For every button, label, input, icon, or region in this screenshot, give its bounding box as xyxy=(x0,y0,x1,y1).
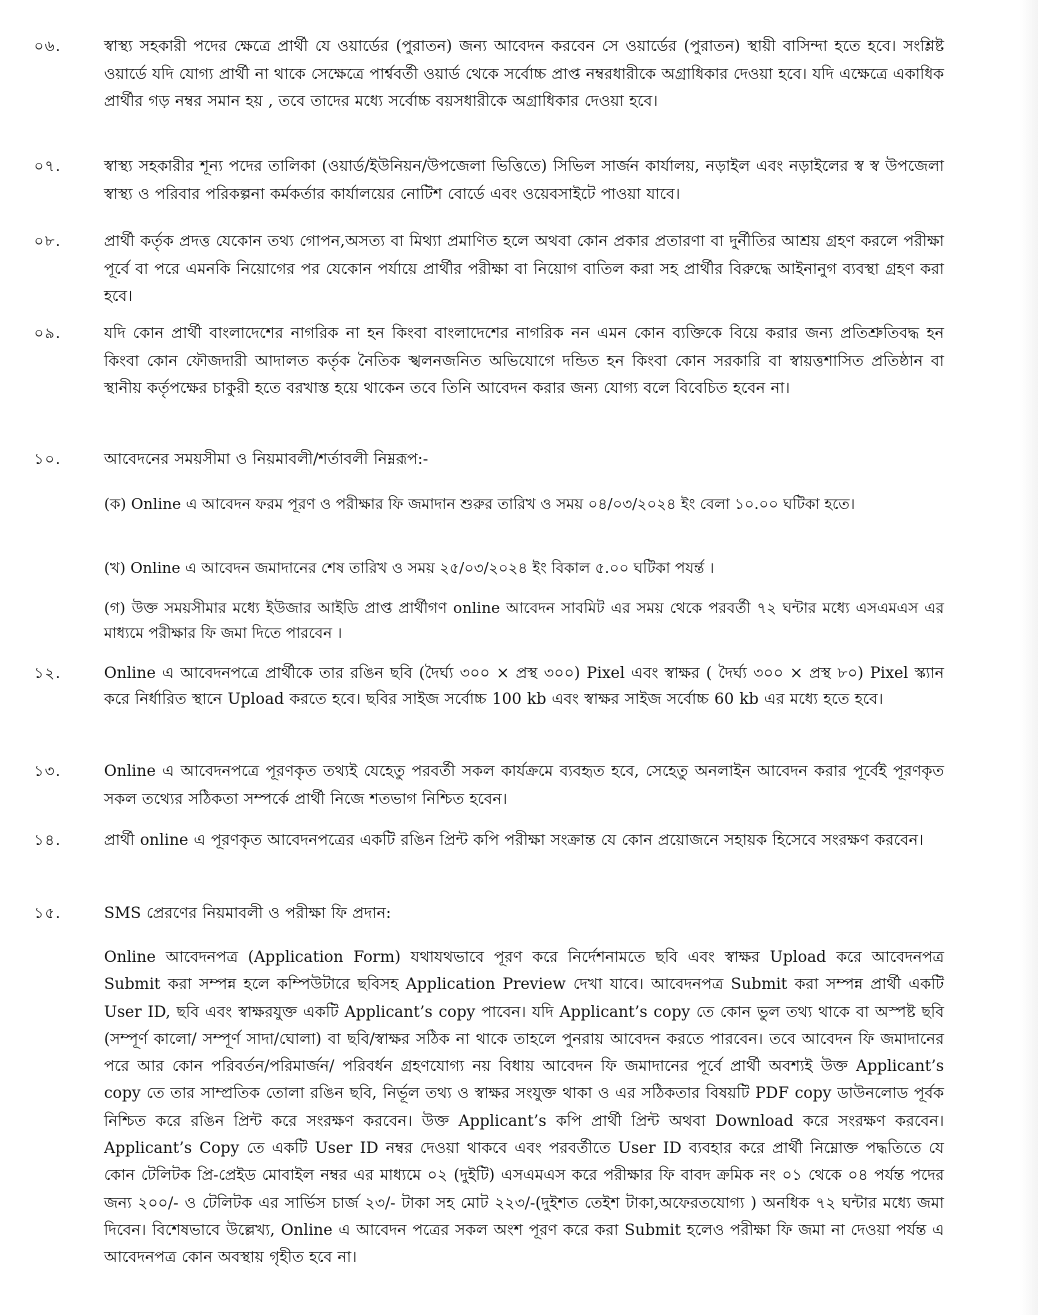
clause-number: ০৮. xyxy=(34,232,62,250)
clause-10-sub-c: (গ) উক্ত সময়সীমার মধ্যে ইউজার আইডি প্রাপ্ত প্রার্থীগণ online আবেদন সাবমিট এর সময় থেকে পরবর্তী ৭২ ঘন্টার মধ্যে এসএমএস এর মাধ্যমে পরীক্ষার ফি জমা দিতে পারবেন । xyxy=(104,599,944,642)
clause-text: স্বাস্থ্য সহকারীর শূন্য পদের তালিকা (ওয়ার্ড/ইউনিয়ন/উপজেলা ভিত্তিতে) সিভিল সার্জন কার্যালয়, নড়াইল এবং নড়াইলের স্ব স্ব উপজেলা স্বাস্থ্য ও পরিবার পরিকল্পনা কর্মকর্তার কার্যালয়ের নোটিশ বোর্ডে এবং ওয়েবসাইটে পাওয়া যাবে। xyxy=(104,157,944,203)
scan-edge-shadow xyxy=(1020,0,1038,1315)
clause-number: ১৩. xyxy=(34,762,62,780)
clause-text: আবেদনের সময়সীমা ও নিয়মাবলী/শর্তাবলী নিম্নরূপ:- xyxy=(104,450,429,468)
clause-10-sub-b: (খ) Online এ আবেদন জমাদানের শেষ তারিখ ও সময় ২৫/০৩/২০২৪ ইং বিকাল ৫.০০ ঘটিকা পযর্ন্ত । xyxy=(104,559,715,577)
clause-number: ০৯. xyxy=(34,324,62,342)
clause-number: ১২. xyxy=(34,664,62,682)
clause-text: প্রার্থী কর্তৃক প্রদত্ত যেকোন তথ্য গোপন,অসত্য বা মিথ্যা প্রমাণিত হলে অথবা কোন প্রকার প্রতারণা বা দুর্নীতির আশ্রয় গ্রহণ করলে পরীক্ষা পূর্বে বা পরে এমনকি নিয়োগের পর যেকোন পর্যায়ে প্রার্থীর পরীক্ষা বা নিয়োগ বাতিল করা সহ প্রার্থীর বিরুদ্ধে আইনানুগ ব্যবস্থা গ্রহণ করা হবে। xyxy=(104,232,944,305)
clause-text: যদি কোন প্রার্থী বাংলাদেশের নাগরিক না হন কিংবা বাংলাদেশের নাগরিক নন এমন কোন ব্যক্তিকে বিয়ে করার জন্য প্রতিশ্রুতিবদ্ধ হন কিংবা কোন ফৌজদারী আদালত কর্তৃক নৈতিক স্খলনজনিত অভিযোগে দন্ডিত হন কিংবা কোন সরকারি বা স্বায়ত্তশাসিত প্রতিষ্ঠান বা স্থানীয় কর্তৃপক্ষের চাকুরী হতে বরখাস্ত হয়ে থাকেন তবে তিনি আবেদন করার জন্য যোগ্য বলে বিবেচিত হবেন না। xyxy=(104,324,944,397)
clause-text: Online এ আবেদনপত্রে পূরণকৃত তথ্যই যেহেতু পরবর্তী সকল কার্যক্রমে ব্যবহৃত হবে, সেহেতু অনলাইন আবেদন করার পূর্বেই পূরণকৃত সকল তথ্যের সঠিকতা সম্পর্কে প্রার্থী নিজে শতভাগ নিশ্চিত হবেন। xyxy=(104,762,944,808)
clause-number: ০৭. xyxy=(34,157,62,175)
clause-heading: SMS প্রেরণের নিয়মাবলী ও পরীক্ষা ফি প্রদান: xyxy=(104,904,392,922)
clause-text: Online এ আবেদনপত্রে প্রার্থীকে তার রঙিন ছবি (দৈর্ঘ্য ৩০০ × প্রস্থ ৩০০) Pixel এবং স্বাক্ষর ( দৈর্ঘ্য ৩০০ × প্রস্থ ৮০) Pixel স্ক্যান করে নির্ধারিত স্থানে Upload করতে হবে। ছবির সাইজ সর্বোচ্চ 100 kb এবং স্বাক্ষর সাইজ সর্বোচ্চ 60 kb এর মধ্যে হতে হবে। xyxy=(104,664,944,708)
clause-text: প্রার্থী online এ পূরণকৃত আবেদনপত্রের একটি রঙিন প্রিন্ট কপি পরীক্ষা সংক্রান্ত যে কোন প্রয়োজনে সহায়ক হিসেবে সংরক্ষণ করবেন। xyxy=(104,831,924,849)
clause-number: ১৪. xyxy=(34,831,62,849)
clause-10-sub-a: (ক) Online এ আবেদন ফরম পূরণ ও পরীক্ষার ফি জমাদান শুরুর তারিখ ও সময় ০৪/০৩/২০২৪ ইং বেলা ১০.০০ ঘটিকা হতে। xyxy=(104,495,856,513)
clause-number: ১৫. xyxy=(34,904,62,922)
clause-number: ১০. xyxy=(34,450,62,468)
clause-text: স্বাস্থ্য সহকারী পদের ক্ষেত্রে প্রার্থী যে ওয়ার্ডের (পুরাতন) জন্য আবেদন করবেন সে ওয়ার্ডের (পুরাতন) স্থায়ী বাসিন্দা হতে হবে। সংশ্লিষ্ট ওয়ার্ডে যদি যোগ্য প্রার্থী না থাকে সেক্ষেত্রে পার্শ্ববর্তী ওয়ার্ড থেকে সর্বোচ্চ প্রাপ্ত নম্বরধারীকে অগ্রাধিকার দেওয়া হবে। যদি এক্ষেত্রে একাধিক প্রার্থীর গড় নম্বর সমান হয় , তবে তাদের মধ্যে সর্বোচ্চ বয়সধারীকে অগ্রাধিকার দেওয়া হবে। xyxy=(104,37,944,110)
clause-15-paragraph: Online আবেদনপত্র (Application Form) যথাযথভাবে পূরণ করে নির্দেশনামতে ছবি এবং স্বাক্ষর Upload করে আবেদনপত্র Submit করা সম্পন্ন হলে কম্পিউটারে ছবিসহ Application Preview দেখা যাবে। আবেদনপত্র Submit করা সম্পন্ন প্রার্থী একটি User ID, ছবি এবং স্বাক্ষরযুক্ত একটি Applicant’s copy পাবেন। যদি Applicant’s copy তে কোন ভুল তথ্য থাকে বা অস্পষ্ট ছবি (সম্পূর্ণ কালো/ সম্পূর্ণ সাদা/ঘোলা) বা ছবি/স্বাক্ষর সঠিক না থাকে তাহলে পুনরায় আবেদন করতে পারবেন। তবে আবেদন ফি জমাদানের পরে আর কোন পরিবর্তন/পরিমার্জন/ পরিবর্ধন গ্রহণযোগ্য নয় বিধায় আবেদন ফি জমাদানের পূর্বে প্রার্থী অবশ্যই উক্ত Applicant’s copy তে তার সাম্প্রতিক তোলা রঙিন ছবি, নির্ভূল তথ্য ও স্বাক্ষর সংযুক্ত থাকা ও এর সঠিকতার বিষয়টি PDF copy ডাউনলোড পূর্বক নিশ্চিত করে রঙিন প্রিন্ট করে সংরক্ষণ করবেন। উক্ত Applicant’s কপি প্রার্থী প্রিন্ট অথবা Download করে সংরক্ষণ করবেন। Applicant’s Copy তে একটি User ID নম্বর দেওয়া থাকবে এবং পরবর্তীতে User ID ব্যবহার করে প্রার্থী নিম্নোক্ত পদ্ধতিতে যে কোন টেলিটক প্রি-প্রেইড মোবাইল নম্বর এর মাধ্যমে ০২ (দুইটি) এসএমএস করে পরীক্ষার ফি বাবদ ক্রমিক নং ০১ থেকে ০৪ পর্যন্ত পদের জন্য ২০০/- ও টেলিটক এর সার্ভিস চার্জ ২৩/- টাকা সহ মোট ২২৩/-(দুইশত তেইশ টাকা,অফেরতযোগ্য ) অনধিক ৭২ ঘন্টার মধ্যে জমা দিবেন। বিশেষভাবে উল্লেখ্য, Online এ আবেদন পত্রের সকল অংশ পূরণ করে করা Submit হলেও পরীক্ষা ফি জমা না দেওয়া পর্যন্ত এ আবেদনপত্র কোন অবস্থায় গৃহীত হবে না। xyxy=(104,948,944,1267)
clause-number: ০৬. xyxy=(34,37,62,55)
